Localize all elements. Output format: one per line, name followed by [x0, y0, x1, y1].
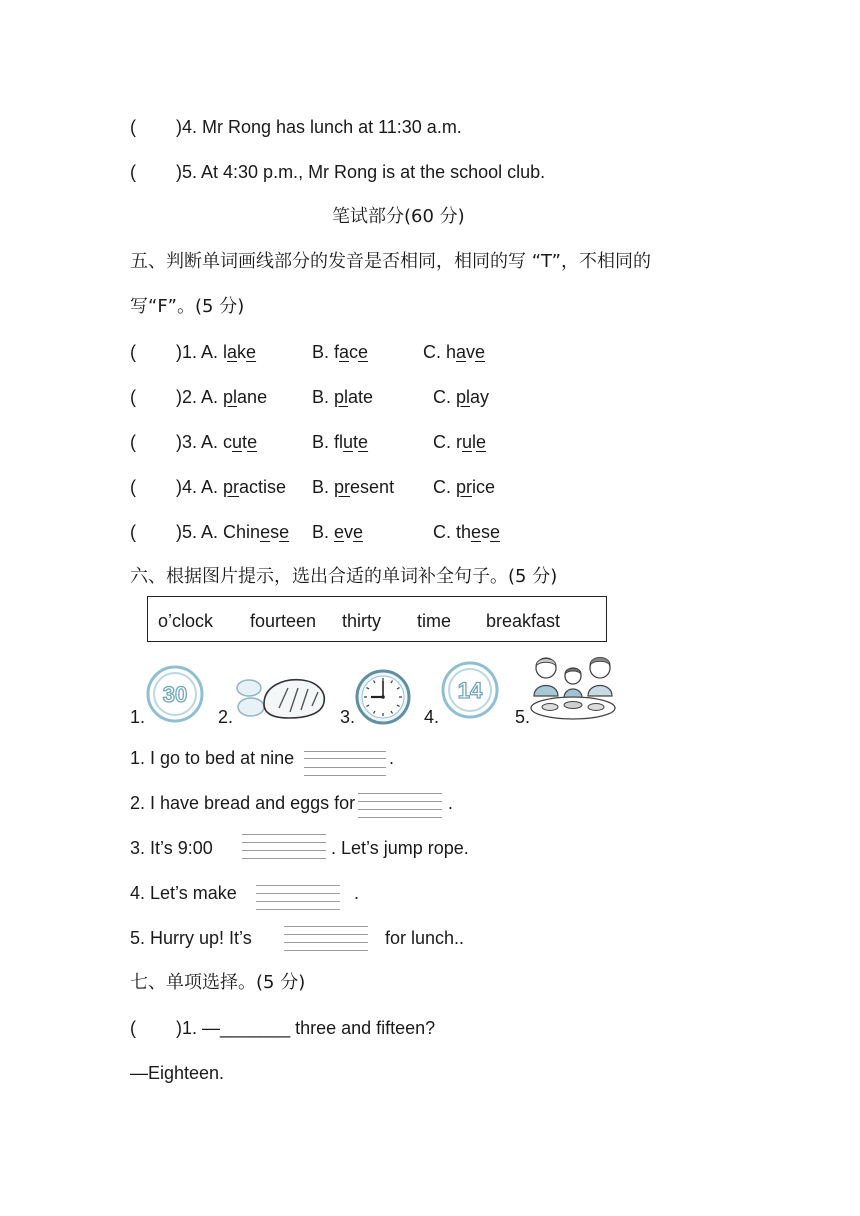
word-part: ay	[470, 387, 490, 407]
sentence-text: 3. It’s 9:00	[130, 838, 213, 858]
sentence-end: .	[389, 748, 395, 768]
sentence-end: for lunch..	[385, 928, 465, 948]
section5-title: 五、判断单词画线部分的发音是否相同，相同的写 “T”，不相同的	[130, 251, 651, 272]
sentence-5	[130, 927, 252, 949]
underlined-letters: u	[462, 432, 473, 452]
underlined-letters: e	[490, 522, 501, 542]
answer-blank[interactable]	[284, 925, 368, 951]
underlined-letters: u	[343, 432, 354, 452]
option-b	[312, 476, 394, 498]
word-part: B. fl	[312, 432, 344, 452]
underlined-letters: e	[334, 522, 345, 542]
question-1	[130, 1017, 435, 1039]
underlined-letters: e	[247, 432, 258, 452]
underlined-letters: e	[471, 522, 482, 542]
word-part: C. h	[423, 342, 457, 362]
paren: (	[130, 477, 136, 497]
word-bank-item: breakfast	[486, 611, 561, 631]
underlined-letters: pl	[456, 387, 471, 407]
option-a	[130, 521, 289, 543]
underlined-letters: u	[232, 432, 243, 452]
question-1-answer: —Eighteen.	[130, 1063, 225, 1083]
option-c	[423, 341, 485, 363]
underlined-letters: a	[227, 342, 238, 362]
sentence-text: 5. Hurry up! It’s	[130, 928, 252, 948]
section6-title: 六、根据图片提示，选出合适的单词补全句子。(5 分)	[130, 566, 558, 587]
sentence-end: .	[448, 793, 454, 813]
word-part: actise	[239, 477, 287, 497]
option-b	[312, 386, 373, 408]
word-part: l	[472, 432, 477, 452]
option-b	[312, 431, 368, 453]
paren: (	[130, 162, 136, 182]
underlined-letters: e	[260, 522, 271, 542]
coin-number: 14	[457, 678, 483, 703]
word-part: s	[481, 522, 491, 542]
word-bank-item: time	[417, 611, 452, 631]
option-c	[433, 476, 495, 498]
paren: (	[130, 117, 136, 137]
option-a	[130, 386, 267, 408]
answer-blank[interactable]	[242, 833, 326, 859]
section5-title-cont: 写“F”。(5 分)	[130, 296, 245, 317]
word-part: )1. A.	[176, 342, 224, 362]
picture-label: 4.	[424, 707, 440, 727]
item-text: )4. Mr Rong has lunch at 11:30 a.m.	[176, 117, 462, 137]
word-part: t	[242, 432, 248, 452]
word-part: ane	[237, 387, 268, 407]
word-part: )5. A.	[176, 522, 224, 542]
word-part: s	[270, 522, 280, 542]
option-a	[130, 341, 256, 363]
option-b	[312, 341, 368, 363]
sentence-1	[130, 747, 294, 769]
word-part: B.	[312, 387, 335, 407]
word-part: )3. A.	[176, 432, 224, 452]
word-part: Chin	[223, 522, 261, 542]
paren: (	[130, 432, 136, 452]
picture-label: 5.	[515, 707, 531, 727]
word-bank-item: fourteen	[250, 611, 317, 631]
section7-title: 七、单项选择。(5 分)	[130, 972, 306, 993]
underlined-letters: e	[246, 342, 257, 362]
word-bank-item: thirty	[342, 611, 382, 631]
paren: (	[130, 387, 136, 407]
coin-30-icon	[145, 664, 205, 724]
coin-number: 30	[162, 682, 188, 707]
underlined-letters: e	[358, 432, 369, 452]
sentence-end: .	[354, 883, 360, 903]
clock-nine-icon	[354, 668, 412, 726]
written-part-header: 笔试部分(60 分)	[332, 206, 465, 227]
question-text: )1. —_______ three and fifteen?	[176, 1018, 436, 1038]
underlined-letters: e	[353, 522, 364, 542]
underlined-letters: e	[476, 432, 487, 452]
word-bank-box	[147, 596, 607, 642]
underlined-letters: e	[279, 522, 290, 542]
underlined-letters: pl	[223, 387, 238, 407]
listening-item-5	[130, 161, 545, 183]
sentence-2	[130, 792, 355, 814]
word-part: C.	[433, 477, 457, 497]
word-part: l	[223, 342, 228, 362]
sentence-text: 4. Let’s make	[130, 883, 237, 903]
word-part: )4. A.	[176, 477, 224, 497]
coin-14-icon	[440, 660, 500, 720]
option-c	[433, 521, 500, 543]
sentence-text: 2. I have bread and eggs for	[130, 793, 356, 813]
underlined-letters: pl	[334, 387, 349, 407]
word-part: C. r	[433, 432, 462, 452]
picture-label: 3.	[340, 707, 356, 727]
underlined-letters: a	[339, 342, 350, 362]
sentence-end: . Let’s jump rope.	[331, 838, 469, 858]
option-c	[433, 431, 486, 453]
word-part: c	[349, 342, 359, 362]
sentence-3	[130, 837, 213, 859]
bread-eggs-icon	[234, 674, 328, 722]
picture-label: 2.	[218, 707, 234, 727]
underlined-letters: pr	[456, 477, 473, 497]
option-c	[433, 386, 489, 408]
word-part: k	[237, 342, 247, 362]
word-part: C. th	[433, 522, 472, 542]
word-bank-item: o’clock	[158, 611, 214, 631]
option-a	[130, 431, 257, 453]
word-part: v	[344, 522, 354, 542]
word-part: ice	[472, 477, 496, 497]
word-part: ate	[348, 387, 374, 407]
word-part: )2. A.	[176, 387, 224, 407]
word-part: t	[353, 432, 359, 452]
picture-label: 1.	[130, 707, 146, 727]
word-part: B.	[312, 477, 335, 497]
underlined-letters: e	[475, 342, 486, 362]
paren: (	[130, 1018, 136, 1038]
word-part: C.	[433, 387, 457, 407]
sentence-4	[130, 882, 237, 904]
sentence-text: 1. I go to bed at nine	[130, 748, 295, 768]
underlined-letters: pr	[223, 477, 240, 497]
answer-blank[interactable]	[304, 750, 386, 776]
word-part: B. f	[312, 342, 340, 362]
word-part: v	[466, 342, 476, 362]
paren: (	[130, 522, 136, 542]
answer-blank[interactable]	[358, 792, 442, 818]
underlined-letters: a	[456, 342, 467, 362]
option-a	[130, 476, 286, 498]
underlined-letters: e	[358, 342, 369, 362]
word-part: esent	[350, 477, 395, 497]
paren: (	[130, 342, 136, 362]
word-part: B.	[312, 522, 335, 542]
family-lunch-icon	[528, 652, 618, 722]
listening-item-4	[130, 116, 462, 138]
item-text: )5. At 4:30 p.m., Mr Rong is at the school club.	[176, 162, 546, 182]
option-b	[312, 521, 363, 543]
word-part: c	[223, 432, 233, 452]
underlined-letters: pr	[334, 477, 351, 497]
answer-blank[interactable]	[256, 884, 340, 910]
